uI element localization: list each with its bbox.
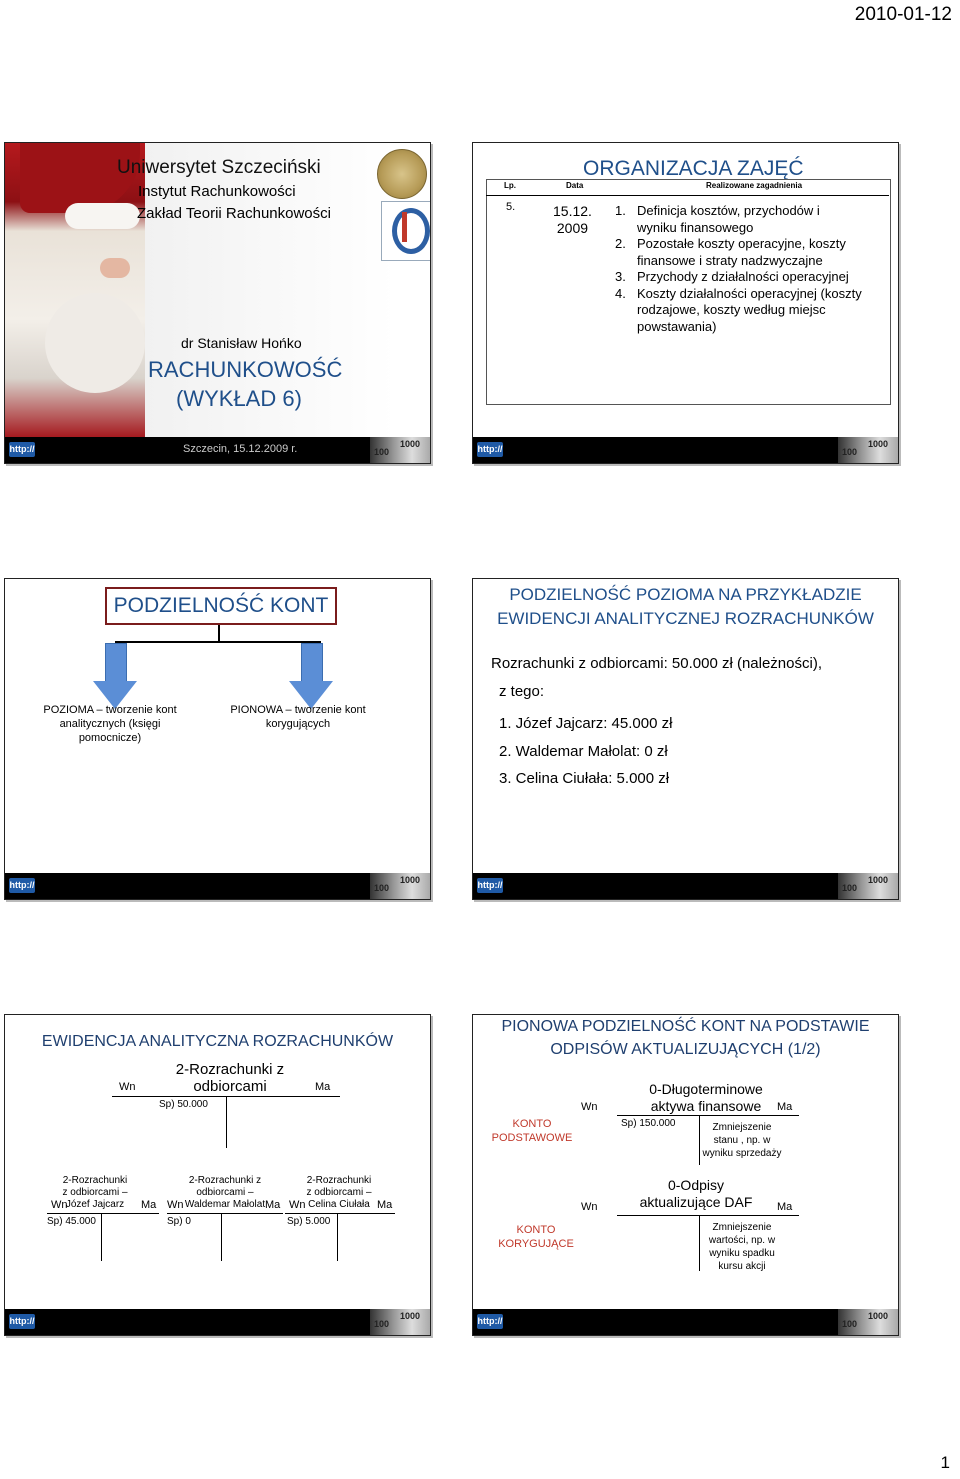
coins-image: 100 1000: [370, 437, 430, 463]
slide-title: PIONOWA PODZIELNOŚĆ KONT NA PODSTAWIE ODPISÓW AKTUALIZUJĄCYCH (1/2): [501, 1018, 870, 1058]
receivables-subtitle: z tego:: [499, 683, 545, 700]
coins-image: 100 1000: [838, 437, 898, 463]
sub-account-1: 2-Rozrachunki z odbiorcami – Józef Jajcarz Wn Ma Sp) 45.000: [5, 1173, 145, 1273]
slide-footer: [5, 873, 430, 899]
topic-item: 3. Przychody z działalności operacyjnej: [615, 269, 849, 284]
sub-balance: Sp) 5.000: [287, 1216, 331, 1227]
receivables-text: Rozrachunki z odbiorcami: 50.000 zł (należności),: [491, 655, 822, 672]
account-odpisy-name: 0-Odpisy aktualizujące DAF: [639, 1177, 753, 1210]
slide-footer: [473, 437, 898, 463]
slide-footer: [5, 1309, 430, 1335]
slide-footer: [473, 1309, 898, 1335]
row-date: 15.12. 2009: [553, 203, 592, 236]
department-name: Zakład Teorii Rachunkowości: [137, 205, 331, 222]
sub-ma: Ma: [377, 1199, 393, 1211]
vertical-division: PIONOWA – tworzenie kont korygujących: [230, 704, 366, 730]
row-lp: 5.: [506, 201, 516, 213]
coins-image: 100 1000: [370, 873, 430, 899]
slide-ewidencja-analityczna: [4, 1014, 431, 1336]
http-logo: http://: [477, 442, 503, 457]
topics-list: [615, 203, 885, 335]
santa-image: [5, 143, 145, 437]
footer-date: Szczecin, 15.12.2009 r.: [183, 443, 298, 455]
col-lp: Lp.: [504, 181, 516, 190]
acc2-ma: Ma: [777, 1201, 793, 1213]
account-daf-name: 0-Długoterminowe aktywa finansowe: [649, 1081, 763, 1114]
acc2-wn: Wn: [581, 1201, 598, 1213]
acc1-note: Zmniejszenie stanu , np. w wyniku sprzedaży: [702, 1122, 782, 1159]
slide-pozioma-przyklad: [472, 578, 899, 900]
sub-wn: Wn: [167, 1199, 184, 1211]
lecturer-name: dr Stanisław Hońko: [181, 335, 302, 351]
debtor-item: 1. Józef Jajcarz: 45.000 zł: [499, 715, 673, 732]
university-name: Uniwersytet Szczeciński: [117, 157, 321, 178]
lecture-title: RACHUNKOWOŚĆ: [148, 357, 343, 382]
http-logo: http://: [477, 878, 503, 893]
slide-title: PODZIELNOŚĆ POZIOMA NA PRZYKŁADZIE EWIDENCJI ANALITYCZNEJ ROZRACHUNKÓW: [497, 585, 874, 628]
page-number: 1: [940, 1453, 950, 1472]
konto-korygujace-label: KONTO KORYGUJĄCE: [498, 1224, 574, 1250]
institute-name: Instytut Rachunkowości: [138, 183, 296, 200]
slide-title: PODZIELNOŚĆ KONT: [105, 587, 337, 625]
sub-ma: Ma: [141, 1199, 157, 1211]
topic-item: 1. Definicja kosztów, przychodów i wyniku finansowego: [615, 203, 820, 235]
coins-image: 100 1000: [838, 1309, 898, 1335]
main-balance: Sp) 50.000: [159, 1099, 208, 1110]
main-ma: Ma: [315, 1081, 331, 1093]
http-logo: http://: [9, 1314, 35, 1329]
http-logo: http://: [9, 442, 35, 457]
arrow-left: [105, 643, 127, 683]
slide-podzielnosc-kont: [4, 578, 431, 900]
sub-balance: Sp) 45.000: [47, 1216, 96, 1227]
header-date: 2010-01-12: [854, 4, 952, 25]
sub-account-2: 2-Rozrachunki z odbiorcami – Waldemar Małolat Wn Ma Sp) 0: [155, 1173, 295, 1273]
http-logo: http://: [477, 1314, 503, 1329]
http-logo: http://: [9, 878, 35, 893]
sub-wn: Wn: [289, 1199, 306, 1211]
lecture-number: (WYKŁAD 6): [176, 386, 302, 411]
konto-podstawowe-label: KONTO PODSTAWOWE: [491, 1118, 573, 1144]
col-data: Data: [566, 181, 584, 190]
coins-image: 100 1000: [838, 873, 898, 899]
coins-image: 100 1000: [370, 1309, 430, 1335]
slide-title: ORGANIZACJA ZAJĘĆ: [583, 157, 804, 180]
horizontal-division: POZIOMA – tworzenie kont analitycznych (księgi pomocnicze): [43, 704, 177, 744]
acc1-wn: Wn: [581, 1101, 598, 1113]
sub-wn: Wn: [51, 1199, 68, 1211]
col-topics: Realizowane zagadnienia: [706, 181, 803, 190]
slide-title: EWIDENCJA ANALITYCZNA ROZRACHUNKÓW: [41, 1033, 394, 1050]
acc2-note: Zmniejszenie wartości, np. w wyniku spadku kursu akcji: [708, 1222, 776, 1272]
main-account-name: 2-Rozrachunki z odbiorcami: [175, 1061, 285, 1095]
slide-footer: [473, 873, 898, 899]
arrow-right: [301, 643, 323, 683]
main-wn: Wn: [119, 1081, 136, 1093]
sub-balance: Sp) 0: [167, 1216, 191, 1227]
institute-logo: [381, 201, 431, 261]
sub-account-3: 2-Rozrachunki z odbiorcami – Celina Ciułała Wn Ma Sp) 5.000: [285, 1173, 425, 1273]
slide-footer: [5, 437, 430, 463]
slide-title: [4, 142, 431, 464]
topic-item: 2. Pozostałe koszty operacyjne, koszty finansowe i straty nadzwyczajne: [615, 236, 846, 268]
debtor-list: [499, 710, 672, 793]
debtor-item: 2. Waldemar Małolat: 0 zł: [499, 742, 668, 760]
university-seal-logo: [377, 149, 427, 199]
slide-pionowa-podzielnosc: [472, 1014, 899, 1336]
slide-organizacja: [472, 142, 899, 464]
acc1-ma: Ma: [777, 1101, 793, 1113]
debtor-item: 3. Celina Ciułała: 5.000 zł: [499, 770, 670, 787]
topic-item: 4. Koszty działalności operacyjnej (koszty rodzajowe, koszty według miejsc powstawania): [615, 285, 862, 334]
sub-ma: Ma: [265, 1199, 281, 1211]
acc1-balance: Sp) 150.000: [621, 1118, 676, 1129]
